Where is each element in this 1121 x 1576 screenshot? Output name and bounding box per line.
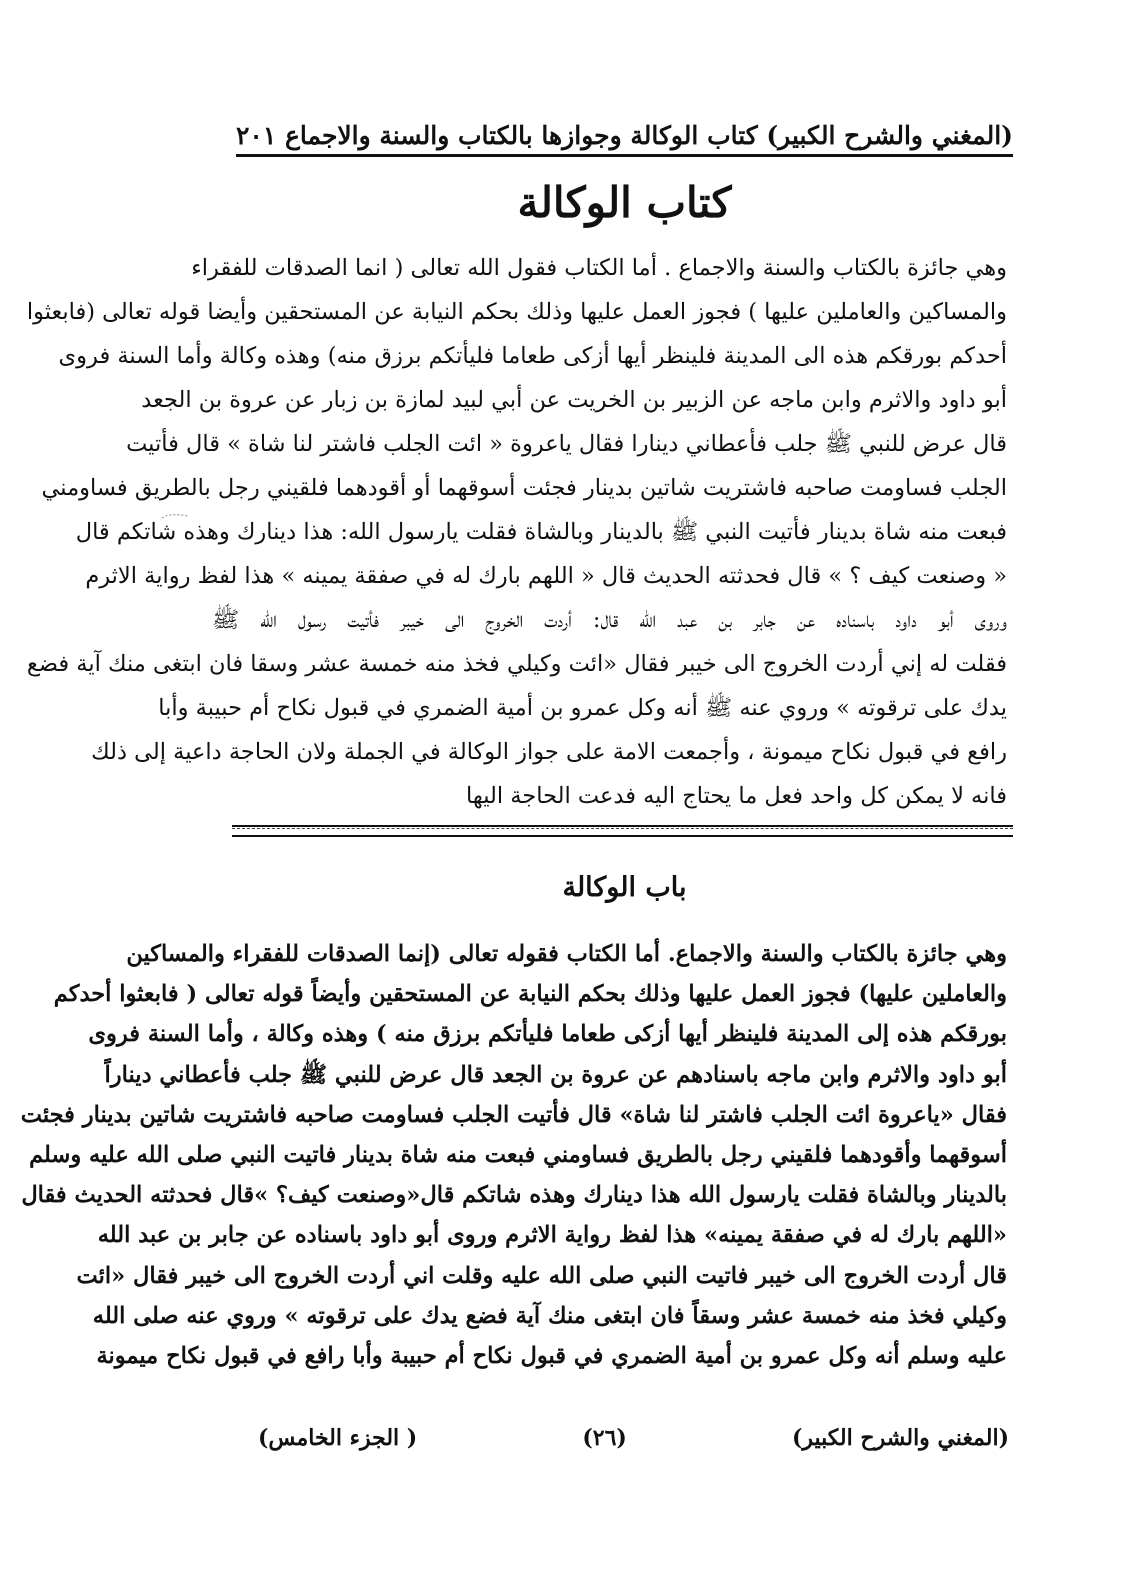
header-topic: كتاب الوكالة وجوازها بالكتاب والسنة والاجماع: [284, 121, 758, 150]
text-line: فقلت له إني أردت الخروج الى خيبر فقال «ائت وكيلي فخذ منه خمسة عشر وسقا فان ابتغى منك آية فضع: [26, 651, 1007, 677]
footer-signature: (٢٦): [582, 1425, 627, 1451]
text-line: يدك على ترقوته » وروي عنه ﷺ أنه وكل عمرو بن أمية الضمري في قبول نكاح أم حبيبة وأبا: [158, 695, 1007, 721]
text-line: أسوقهما وأقودهما فلقيني رجل بالطريق فساومني فبعت منه شاة بدينار فاتيت النبي صلى الله عليه وسلم: [29, 1141, 1007, 1168]
text-line: أبو داود والاثرم وابن ماجه عن الزبير بن الخريت عن أبي لبيد لمازة بن زبار عن عروة بن الجعد: [141, 387, 1007, 413]
footer-book-name: (المغني والشرح الكبير): [791, 1425, 1009, 1451]
text-line: قال عرض للنبي ﷺ جلب فأعطاني دينارا فقال ياعروة « ائت الجلب فاشتر لنا شاة » قال فأتيت: [126, 431, 1007, 457]
text-line: والعاملين عليها) فجوز العمل عليها وذلك بحكم النيابة عن المستحقين وأيضاً قوله تعالى ( فابعثوا أحدكم: [53, 981, 1007, 1008]
text-line: فقال «ياعروة ائت الجلب فاشتر لنا شاة» قال فأتيت الجلب فساومت صاحبه فاشتريت شاتين بدينار فجئت: [20, 1101, 1007, 1128]
running-header: [236, 100, 1013, 150]
text-line: أبو داود والاثرم وابن ماجه باسنادهم عن عروة بن الجعد قال عرض للنبي ﷺ جلب فأعطاني ديناراً: [104, 1061, 1007, 1088]
text-line: رافع في قبول نكاح ميمونة ، وأجمعت الامة على جواز الوكالة في الجملة ولان الحاجة داعية إلى ذلك: [91, 739, 1007, 765]
scan-speck: [160, 512, 190, 520]
text-line: وهي جائزة بالكتاب والسنة والاجماع . أما الكتاب فقول الله تعالى ( انما الصدقات للفقراء: [191, 255, 1007, 281]
header-book-name: (المغني والشرح الكبير): [766, 121, 1013, 150]
text-line: « وصنعت كيف ؟ » قال فحدثته الحديث قال « اللهم بارك له في صفقة يمينه » هذا لفظ رواية الاثرم: [85, 563, 1007, 589]
section-divider: [232, 825, 1013, 837]
text-line: بورقكم هذه إلى المدينة فلينظر أيها أزكى طعاما فليأتكم برزق منه ) وهذه وكالة ، وأما السنة فروى: [88, 1021, 1007, 1048]
text-line: قال أردت الخروج الى خيبر فاتيت النبي صلى الله عليه وقلت اني أردت الخروج الى خيبر فقال «ائت: [76, 1262, 1007, 1289]
text-line: «اللهم بارك له في صفقة يمينه» هذا لفظ رواية الاثرم وروى أبو داود باسناده عن جابر بن عبد الله: [97, 1222, 1007, 1249]
chapter-title: باب الوكالة: [562, 872, 687, 903]
text-line: والمساكين والعاملين عليها ) فجوز العمل عليها وذلك بحكم النيابة عن المستحقين وأيضا قوله تعالى (فابعثوا: [26, 299, 1007, 325]
book-title: كتاب الوكالة: [517, 178, 732, 227]
header-rule: [236, 154, 1013, 157]
text-line: بالدينار وبالشاة فقلت يارسول الله هذا دينارك وهذه شاتكم قال«وصنعت كيف؟ »قال فحدثته الحديث فقال: [21, 1182, 1007, 1209]
commentary-text: [26, 246, 1007, 818]
text-line: وكيلي فخذ منه خمسة عشر وسقاً فان ابتغى منك آية فضع يدك على ترقوته » وروي عنه صلى الله: [92, 1302, 1007, 1329]
footer-volume: ( الجزء الخامس): [258, 1425, 418, 1451]
text-line: وهي جائزة بالكتاب والسنة والاجماع. أما الكتاب فقوله تعالى (إنما الصدقات للفقراء والمساكين: [126, 941, 1007, 967]
text-line: الجلب فساومت صاحبه فاشتريت شاتين بدينار فجئت أسوقهما أو أقودهما فلقيني رجل بالطريق فساومني: [41, 475, 1007, 501]
text-line: فبعت منه شاة بدينار فأتيت النبي ﷺ بالدينار وبالشاة فقلت يارسول الله: هذا دينارك وهذه شاتكم قال: [75, 519, 1007, 545]
text-line: وروى أبو داود باسناده عن جابر بن عبد الله قال: أردت الخروج الى خيبر فأتيت رسول الله ﷺ: [212, 607, 1007, 633]
text-line: فانه لا يمكن كل واحد فعل ما يحتاج اليه فدعت الحاجة اليها: [466, 783, 1007, 809]
sharh-text: [20, 934, 1007, 1419]
page-footer: [258, 1420, 1009, 1456]
text-line: أحدكم بورقكم هذه الى المدينة فلينظر أيها أزكى طعاما فليأتكم برزق منه) وهذه وكالة وأما السنة فروى: [58, 343, 1007, 369]
text-line: عليه وسلم أنه وكل عمرو بن أمية الضمري في قبول نكاح أم حبيبة وأبا رافع في قبول نكاح ميمونة: [96, 1342, 1007, 1369]
page-number: ٢٠١: [236, 121, 277, 150]
